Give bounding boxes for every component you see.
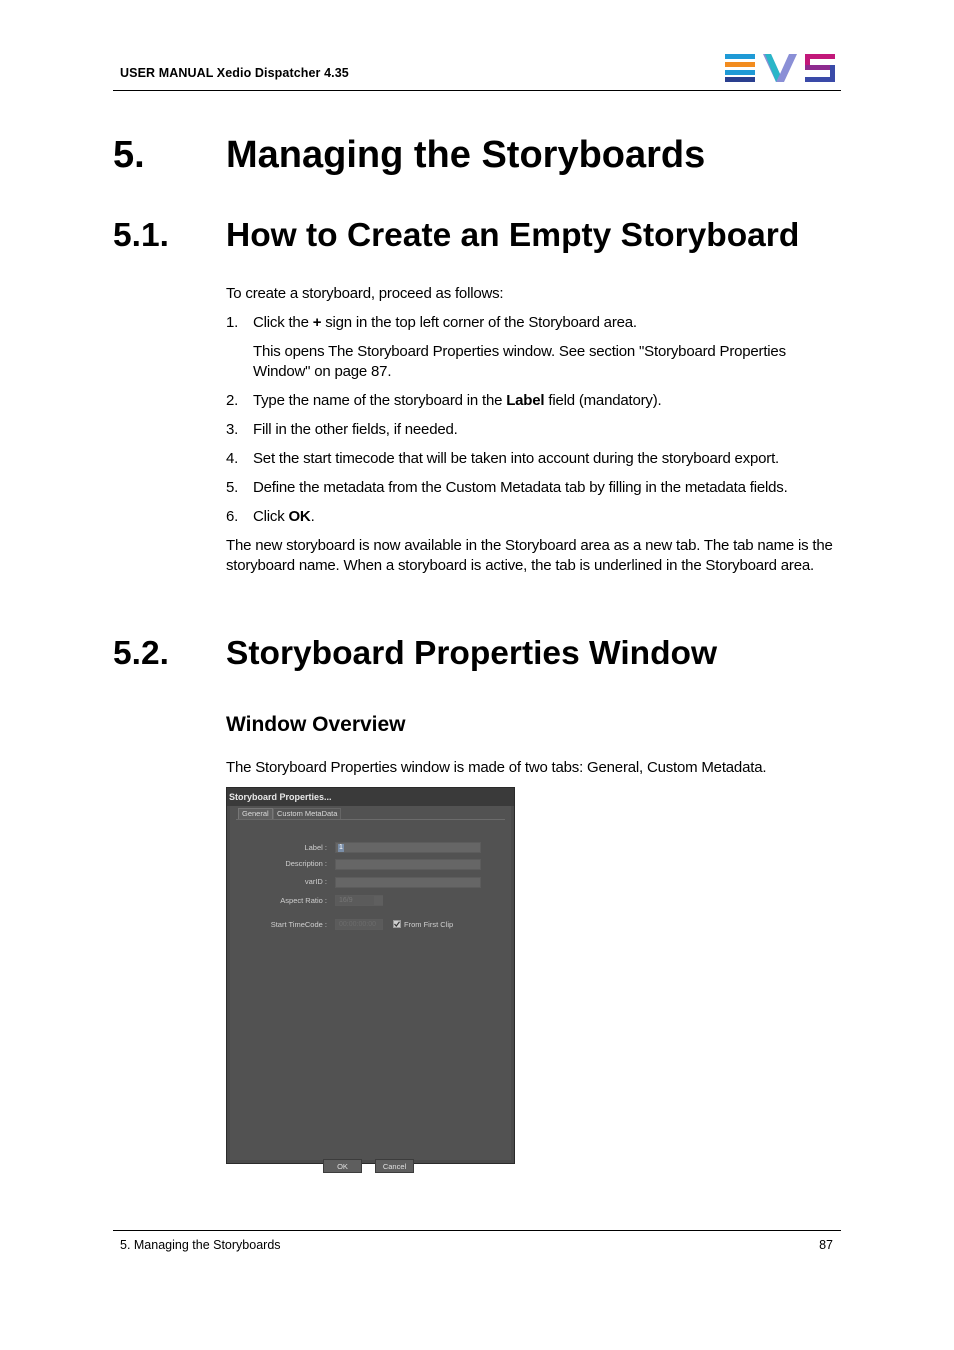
aspect-ratio-value: 16/9: [339, 897, 353, 904]
checkmark-icon: [394, 921, 400, 927]
varid-label: varID :: [304, 877, 327, 886]
intro-paragraph: To create a storyboard, proceed as follows:: [226, 285, 504, 302]
tab-general[interactable]: General: [238, 808, 273, 819]
tab-divider: [236, 819, 505, 820]
start-timecode-field[interactable]: [335, 919, 383, 930]
chevron-down-icon: [374, 896, 383, 905]
start-timecode-value: 00:00:00:00: [339, 921, 376, 928]
description-label: Description :: [285, 859, 327, 868]
varid-field[interactable]: [335, 877, 481, 888]
from-first-clip-checkbox[interactable]: [393, 920, 401, 928]
from-first-clip-label: From First Clip: [404, 920, 454, 929]
window-overview-heading: Window Overview: [226, 713, 406, 736]
label-field[interactable]: [335, 842, 481, 853]
footer-chapter: 5. Managing the Storyboards: [120, 1238, 281, 1252]
chapter-title: 5. Managing the Storyboards: [113, 134, 706, 176]
description-field[interactable]: [335, 859, 481, 870]
running-header: USER MANUAL Xedio Dispatcher 4.35: [120, 66, 349, 80]
tab-custom-metadata[interactable]: Custom MetaData: [273, 808, 341, 819]
header-rule: [113, 90, 841, 91]
window-titlebar: Storyboard Properties...: [227, 788, 514, 806]
page-number: 87: [819, 1238, 833, 1252]
ok-button[interactable]: OK: [323, 1159, 362, 1173]
aspect-ratio-label: Aspect Ratio :: [280, 896, 327, 905]
aspect-ratio-select[interactable]: [335, 895, 383, 906]
label-value: 1: [339, 844, 343, 851]
start-timecode-label: Start TimeCode :: [270, 920, 327, 929]
evs-logo: [725, 54, 835, 82]
window-body: [230, 806, 511, 1171]
section-5-2-title: 5.2. Storyboard Properties Window: [113, 635, 718, 672]
window-intro: The Storyboard Properties window is made of two tabs: General, Custom Metadata.: [226, 759, 767, 776]
section-5-1-title: 5.1. How to Create an Empty Storyboard: [113, 217, 800, 254]
storyboard-properties-screenshot: [226, 787, 515, 1171]
cancel-button[interactable]: Cancel: [375, 1159, 414, 1173]
step-1-note: This opens The Storyboard Properties window. See section "Storyboard Properties Window" on page 87.: [253, 343, 786, 380]
footer-rule: [113, 1230, 841, 1231]
closing-paragraph: The new storyboard is now available in the Storyboard area as a new tab. The tab name is the storyboard name. When a storyboard is active, the tab is underlined in the Storyboard area.: [226, 537, 833, 574]
label-label: Label :: [304, 843, 327, 852]
